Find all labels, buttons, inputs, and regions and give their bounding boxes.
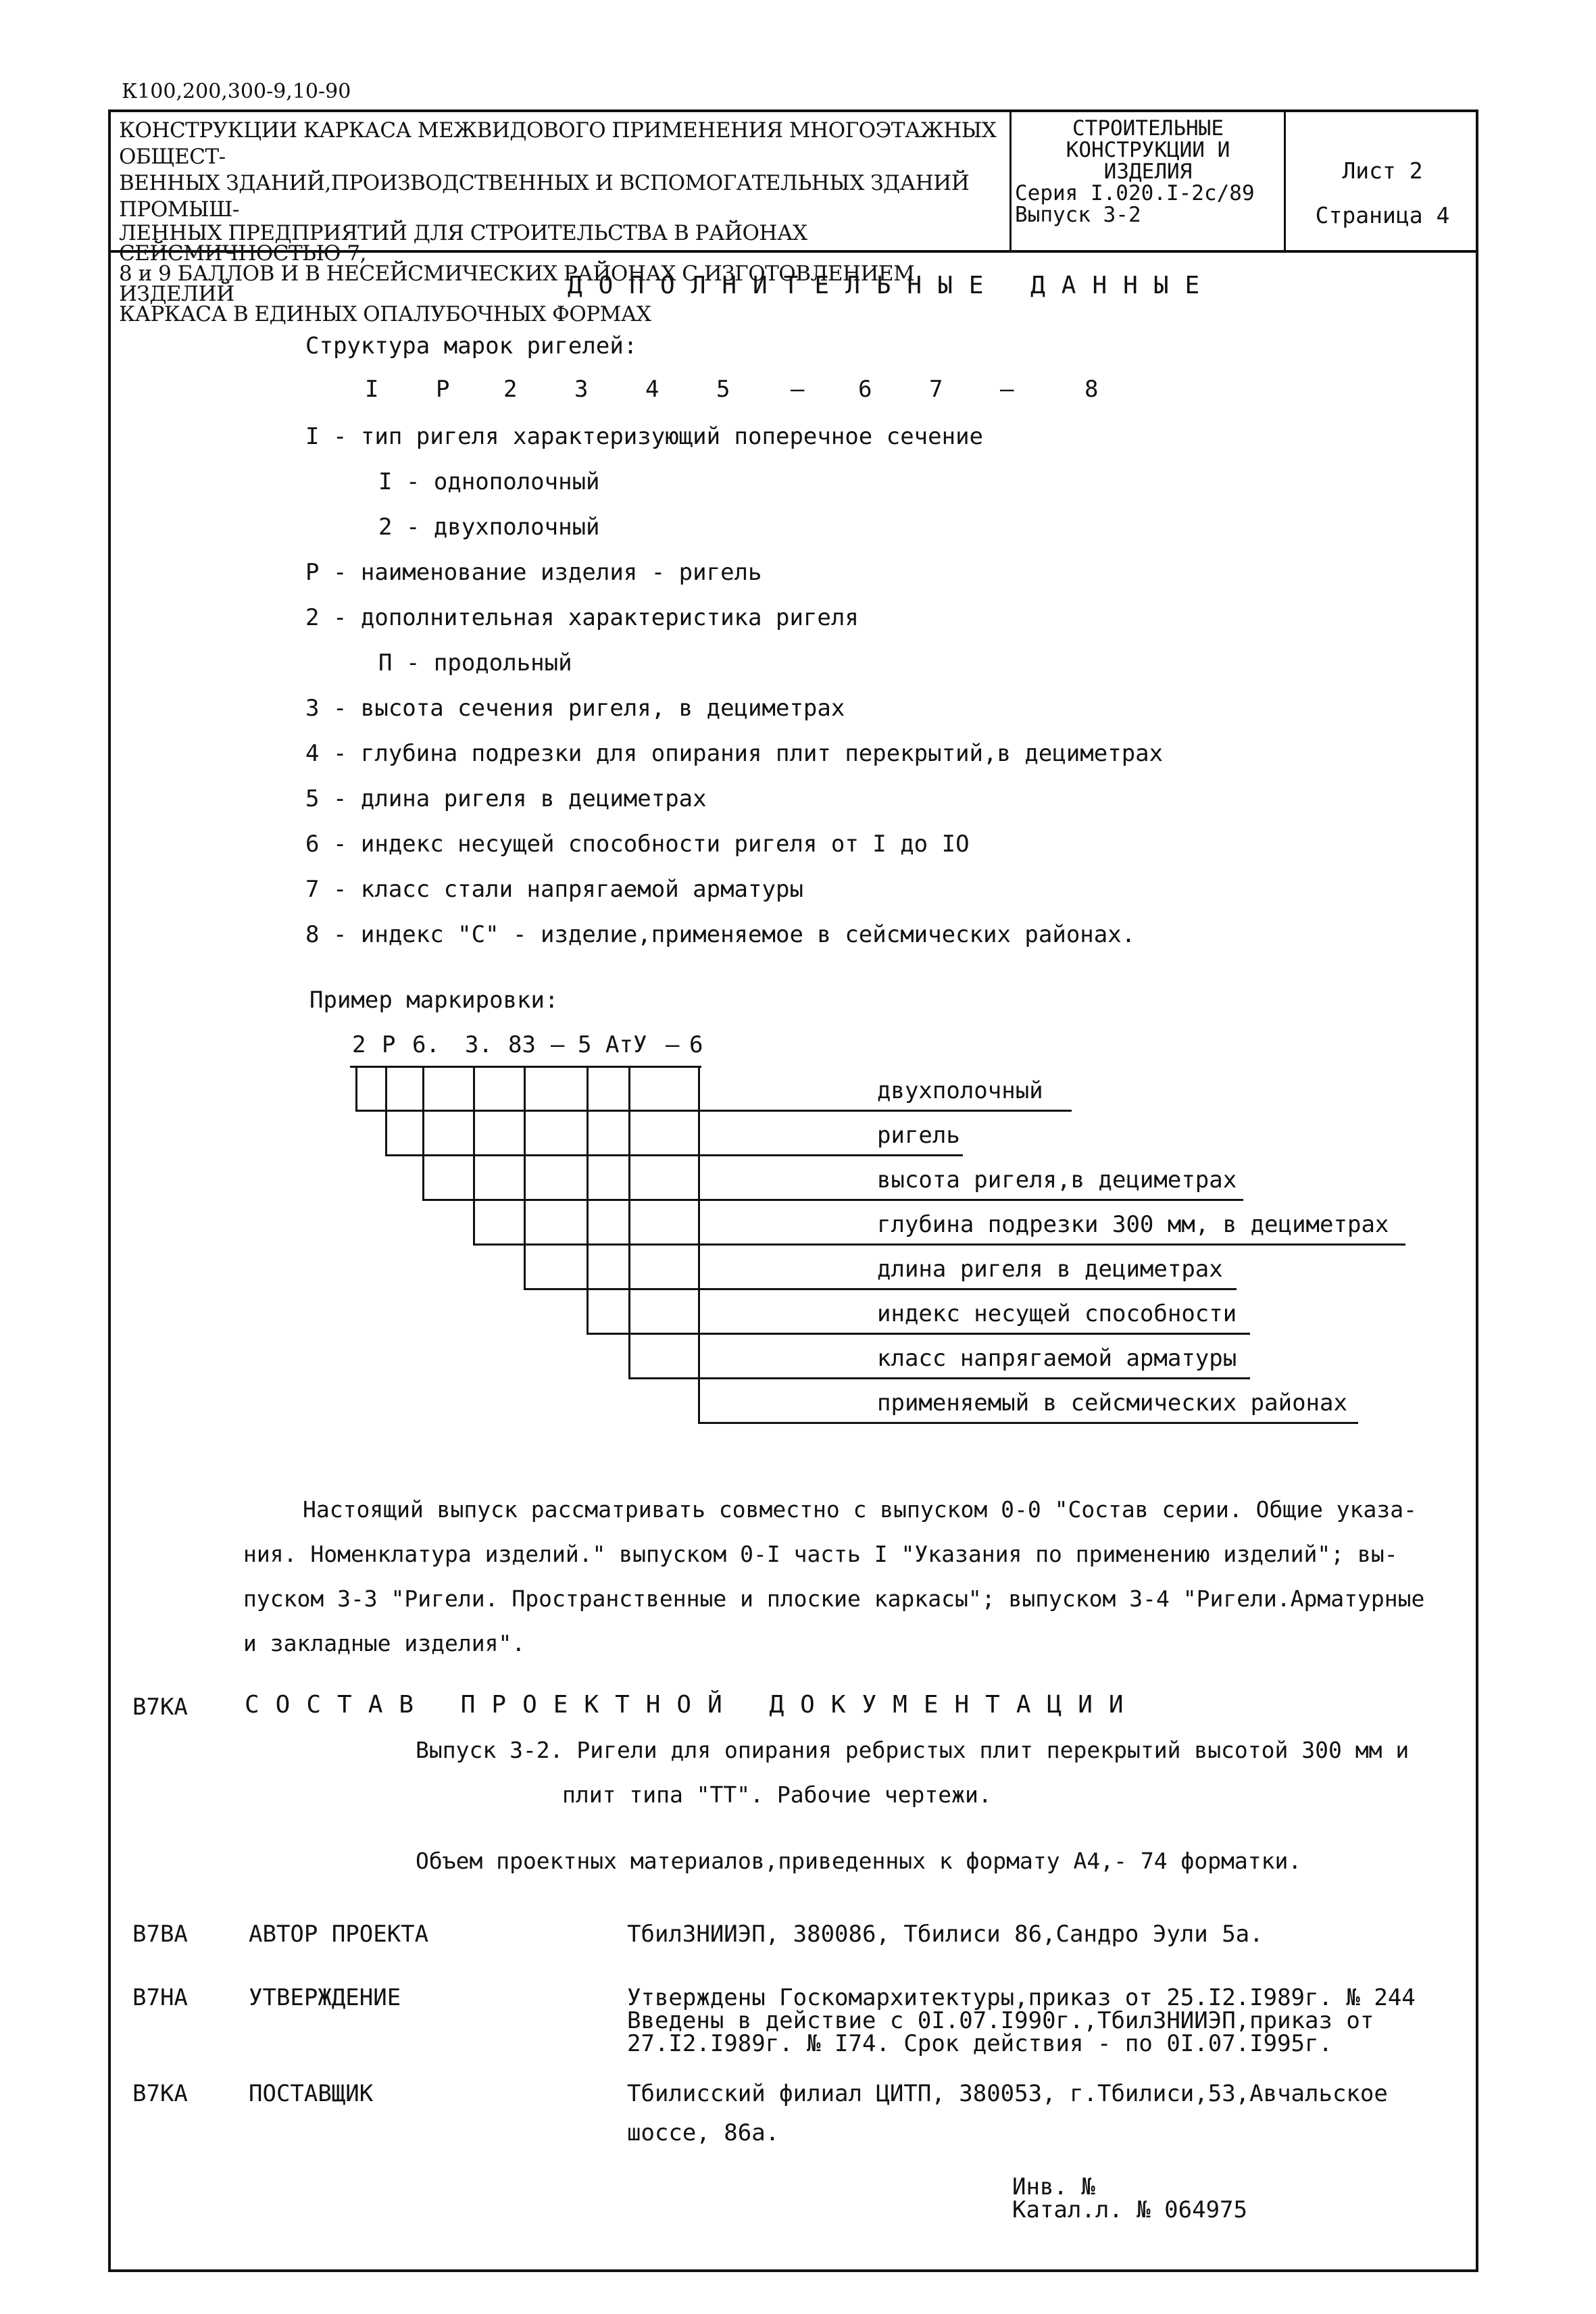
example-char: 2 <box>352 1031 366 1058</box>
note-line: пуском 3-3 "Ригели. Пространственные и плоские каркасы"; выпуском 3-4 "Ригели.Арматурные <box>243 1585 1425 1612</box>
example-label: Пример маркировки: <box>309 987 559 1014</box>
leader-line <box>422 1066 424 1200</box>
title-line: КОНСТРУКЦИИ КАРКАСА МЕЖВИДОВОГО ПРИМЕНЕНИЯ МНОГОЭТАЖНЫХ ОБЩЕСТ- <box>119 118 997 169</box>
section-code: В7КА <box>132 1694 188 1721</box>
code-char: 5 <box>716 376 730 403</box>
inventory-number: Инв. № <box>1012 2173 1095 2200</box>
composition-line: Выпуск 3-2. Ригели для опирания ребристых плит перекрытий высотой 300 мм и <box>416 1737 1410 1763</box>
sheet-block <box>1288 149 1477 238</box>
code-char: 4 <box>645 376 659 403</box>
note-line: Настоящий выпуск рассматривать совместно с выпуском 0-0 "Состав серии. Общие указа- <box>303 1496 1418 1523</box>
title-line: ВЕННЫХ ЗДАНИЙ,ПРОИЗВОДСТВЕННЫХ И ВСПОМОГАТЕЛЬНЫХ ЗДАНИЙ ПРОМЫШ- <box>119 171 970 222</box>
example-char: 3. <box>465 1031 493 1058</box>
legend-label: применяемый в сейсмических районах <box>877 1389 1347 1417</box>
note-line: ния. Номенклатура изделий." выпуском 0-I часть I "Указания по применению изделий"; вы- <box>243 1541 1398 1567</box>
legend-label: класс напрягаемой арматуры <box>877 1345 1237 1372</box>
code-char: Р <box>436 376 450 403</box>
category-line: КОНСТРУКЦИИ И <box>1066 138 1230 162</box>
structure-item: 8 - индекс "С" - изделие,применяемое в сейсмических районах. <box>305 921 1136 948</box>
leader-line <box>473 1066 475 1245</box>
diagram-top-line <box>350 1066 701 1068</box>
code-char: – <box>1000 376 1014 403</box>
structure-item: 7 - класс стали напрягаемой арматуры <box>305 876 803 903</box>
series-number: Серия I.020.I-2с/89 <box>1015 181 1255 205</box>
entry-label: ПОСТАВЩИК <box>249 2080 374 2107</box>
legend-underline <box>473 1244 1405 1246</box>
header-column-divider <box>1284 109 1286 251</box>
code-char: 7 <box>929 376 943 403</box>
legend-underline <box>422 1199 1243 1201</box>
category-line: ИЗДЕЛИЯ <box>1103 159 1193 184</box>
code-char: 8 <box>1084 376 1099 403</box>
category-block <box>1015 118 1281 226</box>
structure-subitem: I - однополочный <box>378 468 600 495</box>
legend-underline <box>628 1377 1250 1379</box>
structure-item: 5 - длина ригеля в дециметрах <box>305 785 707 812</box>
note-line: и закладные изделия". <box>243 1630 526 1656</box>
entry-label: АВТОР ПРОЕКТА <box>249 1921 429 1948</box>
category-line: СТРОИТЕЛЬНЫЕ <box>1072 116 1224 141</box>
entry-text: Утверждены Госкомархитектуры,приказ от 25.I2.I989г. № 244 <box>627 1984 1416 2011</box>
example-char: 5 <box>578 1031 592 1058</box>
example-char: 83 <box>508 1031 536 1058</box>
example-char: Р <box>382 1031 396 1058</box>
code-char: I <box>365 376 379 403</box>
code-char: 3 <box>574 376 589 403</box>
structure-item: 6 - индекс несущей способности ригеля от I до IO <box>305 831 970 858</box>
structure-subitem: 2 - двухполочный <box>378 514 600 541</box>
example-char: – <box>666 1031 680 1058</box>
leader-line <box>698 1066 700 1423</box>
structure-subitem: П - продольный <box>378 649 572 676</box>
legend-label: длина ригеля в дециметрах <box>877 1256 1223 1283</box>
example-char: 6 <box>689 1031 703 1058</box>
legend-underline <box>698 1422 1358 1424</box>
legend-label: глубина подрезки 300 мм, в дециметрах <box>877 1211 1389 1238</box>
entry-text: ТбилЗНИИЭП, 380086, Тбилиси 86,Сандро Эули 5а. <box>627 1921 1264 1948</box>
legend-label: ригель <box>877 1122 960 1149</box>
title-line: ЛЕННЫХ ПРЕДПРИЯТИЙ ДЛЯ СТРОИТЕЛЬСТВА В РАЙОНАХ СЕЙСМИЧНОСТЬЮ 7, <box>119 221 807 266</box>
structure-label: Структура марок ригелей: <box>305 333 638 360</box>
structure-item: I - тип ригеля характеризующий поперечное сечение <box>305 423 984 450</box>
legend-label: индекс несущей способности <box>877 1300 1237 1327</box>
leader-line <box>385 1066 387 1156</box>
structure-item: Р - наименование изделия - ригель <box>305 559 762 586</box>
structure-item: 2 - дополнительная характеристика ригеля <box>305 604 859 631</box>
legend-underline <box>587 1333 1250 1335</box>
structure-item: 4 - глубина подрезки для опирания плит перекрытий,в дециметрах <box>305 740 1164 767</box>
entry-text: Тбилисский филиал ЦИТП, 380053, г.Тбилиси,53,Авчальское <box>627 2080 1388 2107</box>
legend-underline <box>524 1288 1237 1290</box>
legend-underline <box>355 1110 1072 1112</box>
title-line: КАРКАСА В ЕДИНЫХ ОПАЛУБОЧНЫХ ФОРМАХ <box>119 302 651 326</box>
entry-code: В7ВА <box>132 1921 188 1948</box>
composition-heading: СОСТАВ ПРОЕКТНОЙ ДОКУМЕНТАЦИИ <box>245 1691 1140 1719</box>
example-char: АтУ <box>605 1031 647 1058</box>
sheet-number: Лист 2 <box>1342 157 1423 184</box>
legend-label: двухполочный <box>877 1077 1043 1104</box>
leader-line <box>355 1066 357 1111</box>
entry-code: В7КА <box>132 2080 188 2107</box>
leader-line <box>587 1066 589 1334</box>
entry-text: 27.I2.I989г. № I74. Срок действия - по 0I.07.I995г. <box>627 2030 1332 2057</box>
entry-text: шоссе, 86а. <box>627 2119 780 2146</box>
leader-line <box>524 1066 526 1289</box>
document-code: К100,200,300-9,10-90 <box>122 80 351 103</box>
example-char: 6. <box>412 1031 440 1058</box>
legend-label: высота ригеля,в дециметрах <box>877 1166 1237 1193</box>
entry-text: Введены в действие с 0I.07.I990г.,ТбилЗНИИЭП,приказ от <box>627 2007 1374 2034</box>
page-number: Страница 4 <box>1315 202 1450 228</box>
leader-line <box>628 1066 630 1379</box>
composition-line: плит типа "ТТ". Рабочие чертежи. <box>562 1781 992 1808</box>
structure-item: 3 - высота сечения ригеля, в дециметрах <box>305 695 845 722</box>
legend-underline <box>385 1154 963 1156</box>
catalog-number: Катал.л. № 064975 <box>1012 2196 1247 2223</box>
code-char: – <box>791 376 805 403</box>
code-char: 2 <box>503 376 518 403</box>
header-column-divider <box>1009 109 1012 251</box>
example-char: – <box>551 1031 565 1058</box>
title-line: 8 и 9 БАЛЛОВ И В НЕСЕЙСМИЧЕСКИХ РАЙОНАХ С ИЗГОТОВЛЕНИЕМ ИЗДЕЛИЙ <box>119 262 915 306</box>
code-char: 6 <box>858 376 872 403</box>
section-heading: ДОПОЛНИТЕЛЬНЫЕ ДАННЫЕ <box>568 272 1216 299</box>
volume-note: Объем проектных материалов,приведенных к формату А4,- 74 форматки. <box>416 1848 1302 1874</box>
issue-number: Выпуск 3-2 <box>1015 203 1141 227</box>
entry-code: В7НА <box>132 1984 188 2011</box>
entry-label: УТВЕРЖДЕНИЕ <box>249 1984 401 2011</box>
